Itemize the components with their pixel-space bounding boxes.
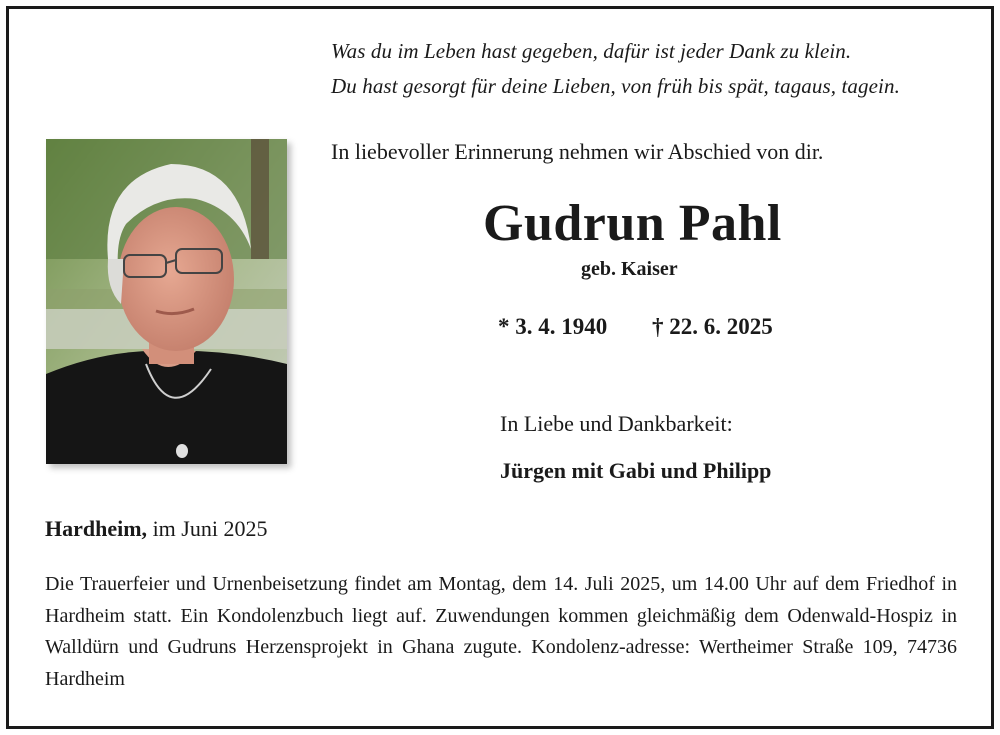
- poem-line-2: Du hast gesorgt für deine Lieben, von früh bis spät, tagaus, tagein.: [331, 74, 900, 98]
- notice-date: im Juni 2025: [152, 516, 268, 541]
- intro-text: In liebevoller Erinnerung nehmen wir Abschied von dir.: [331, 139, 824, 164]
- birth-date: * 3. 4. 1940: [498, 314, 608, 339]
- place-date: [45, 516, 267, 542]
- deceased-name: Gudrun Pahl: [483, 195, 782, 252]
- portrait-photo: [46, 139, 287, 464]
- funeral-notice-text: Die Trauerfeier und Urnenbeisetzung findet am Montag, dem 14. Juli 2025, um 14.00 Uhr auf dem Friedhof in Hardheim statt. Ein Kondolenzbuch liegt auf. Zuwendungen kommen gleichmäßig dem Odenwald-Hospiz in Walldürn und Gudruns Herzensprojekt in Ghana zugute. Kondolenz-adresse: Wertheimer Straße 109, 74736 Hardheim: [45, 573, 957, 690]
- poem-line-1: Was du im Leben hast gegeben, dafür ist jeder Dank zu klein.: [331, 39, 852, 63]
- death-date: † 22. 6. 2025: [652, 314, 773, 339]
- mourners-names: Jürgen mit Gabi und Philipp: [500, 458, 772, 483]
- place-name: Hardheim,: [45, 516, 148, 541]
- maiden-name: geb. Kaiser: [581, 258, 678, 280]
- mourners-heading: In Liebe und Dankbarkeit:: [500, 411, 733, 436]
